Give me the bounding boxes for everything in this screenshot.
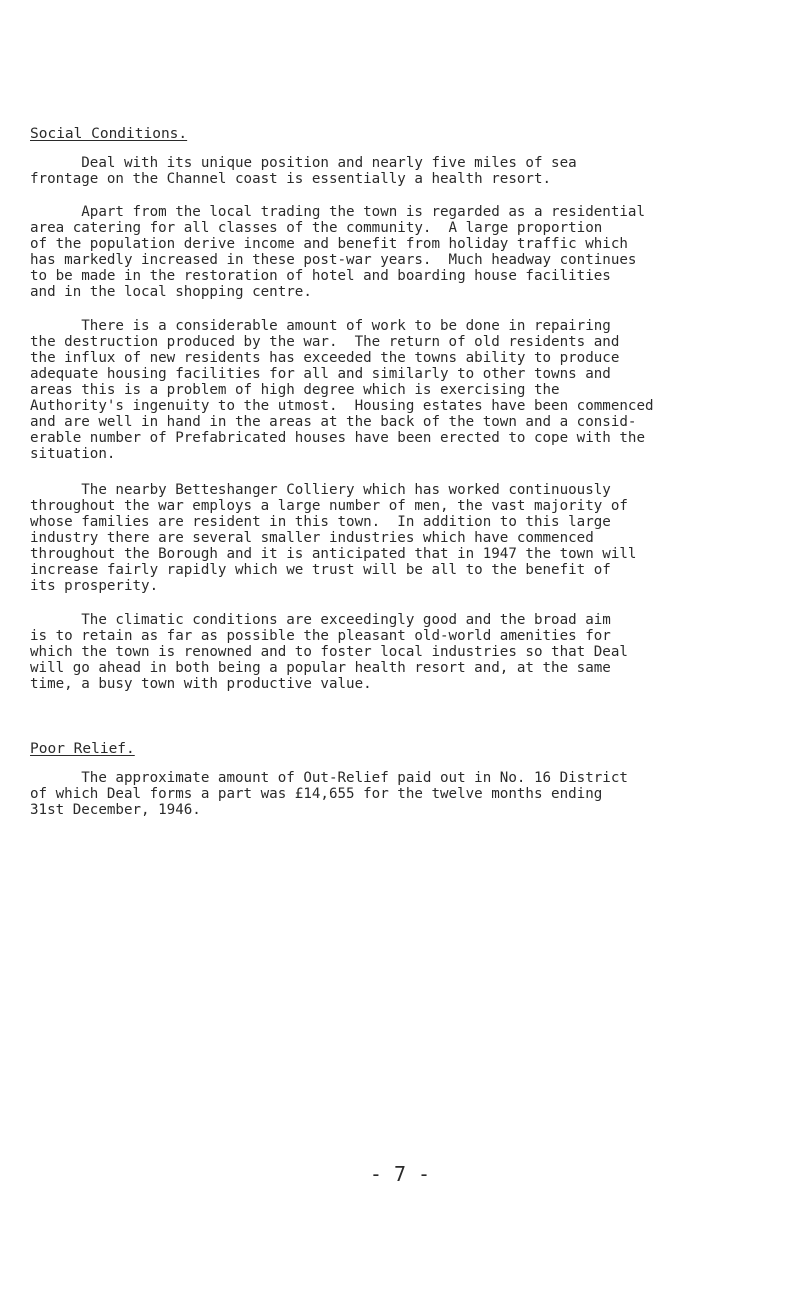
paragraph-climatic-conditions bbox=[30, 612, 780, 692]
section-heading-social-conditions: Social Conditions. bbox=[30, 126, 188, 142]
text-line: to be made in the restoration of hotel and boarding house facilities bbox=[30, 268, 611, 284]
text-line: Apart from the local trading the town is regarded as a residential bbox=[30, 204, 645, 220]
text-line: industry there are several smaller industries which have commenced bbox=[30, 530, 594, 546]
section-heading-poor-relief: Poor Relief. bbox=[30, 741, 135, 757]
text-line: adequate housing facilities for all and similarly to other towns and bbox=[30, 366, 611, 382]
text-line: situation. bbox=[30, 446, 116, 462]
text-line: throughout the war employs a large number of men, the vast majority of bbox=[30, 498, 628, 514]
text-line: the destruction produced by the war. The return of old residents and bbox=[30, 334, 620, 350]
text-line: Authority's ingenuity to the utmost. Housing estates have been commenced bbox=[30, 398, 654, 414]
text-line: Deal with its unique position and nearly five miles of sea bbox=[30, 155, 577, 171]
paragraph-out-relief bbox=[30, 770, 780, 818]
text-line: increase fairly rapidly which we trust will be all to the benefit of bbox=[30, 562, 611, 578]
paragraph-colliery bbox=[30, 482, 780, 594]
text-line: whose families are resident in this town. In addition to this large bbox=[30, 514, 611, 530]
text-line: erable number of Prefabricated houses have been erected to cope with the bbox=[30, 430, 645, 446]
text-line: 31st December, 1946. bbox=[30, 802, 201, 818]
text-line: and are well in hand in the areas at the back of the town and a consid- bbox=[30, 414, 637, 430]
text-line: throughout the Borough and it is anticipated that in 1947 the town will bbox=[30, 546, 637, 562]
paragraph-housing bbox=[30, 318, 780, 462]
text-line: which the town is renowned and to foster local industries so that Deal bbox=[30, 644, 628, 660]
text-line: is to retain as far as possible the pleasant old-world amenities for bbox=[30, 628, 611, 644]
page-number: - 7 - bbox=[369, 1162, 431, 1186]
text-line: The approximate amount of Out-Relief paid out in No. 16 District bbox=[30, 770, 628, 786]
text-line: area catering for all classes of the community. A large proportion bbox=[30, 220, 603, 236]
text-line: has markedly increased in these post-war years. Much headway continues bbox=[30, 252, 637, 268]
text-line: of which Deal forms a part was £14,655 for the twelve months ending bbox=[30, 786, 603, 802]
text-line: The nearby Betteshanger Colliery which has worked continuously bbox=[30, 482, 611, 498]
paragraph-residential-area bbox=[30, 204, 780, 300]
text-line: The climatic conditions are exceedingly good and the broad aim bbox=[30, 612, 611, 628]
text-line: areas this is a problem of high degree which is exercising the bbox=[30, 382, 560, 398]
paragraph-health-resort bbox=[30, 155, 780, 187]
text-line: the influx of new residents has exceeded the towns ability to produce bbox=[30, 350, 620, 366]
text-line: will go ahead in both being a popular health resort and, at the same bbox=[30, 660, 611, 676]
text-line: of the population derive income and benefit from holiday traffic which bbox=[30, 236, 628, 252]
text-line: time, a busy town with productive value. bbox=[30, 676, 372, 692]
text-line: frontage on the Channel coast is essentially a health resort. bbox=[30, 171, 552, 187]
text-line: and in the local shopping centre. bbox=[30, 284, 312, 300]
text-line: its prosperity. bbox=[30, 578, 159, 594]
text-line: There is a considerable amount of work to be done in repairing bbox=[30, 318, 611, 334]
